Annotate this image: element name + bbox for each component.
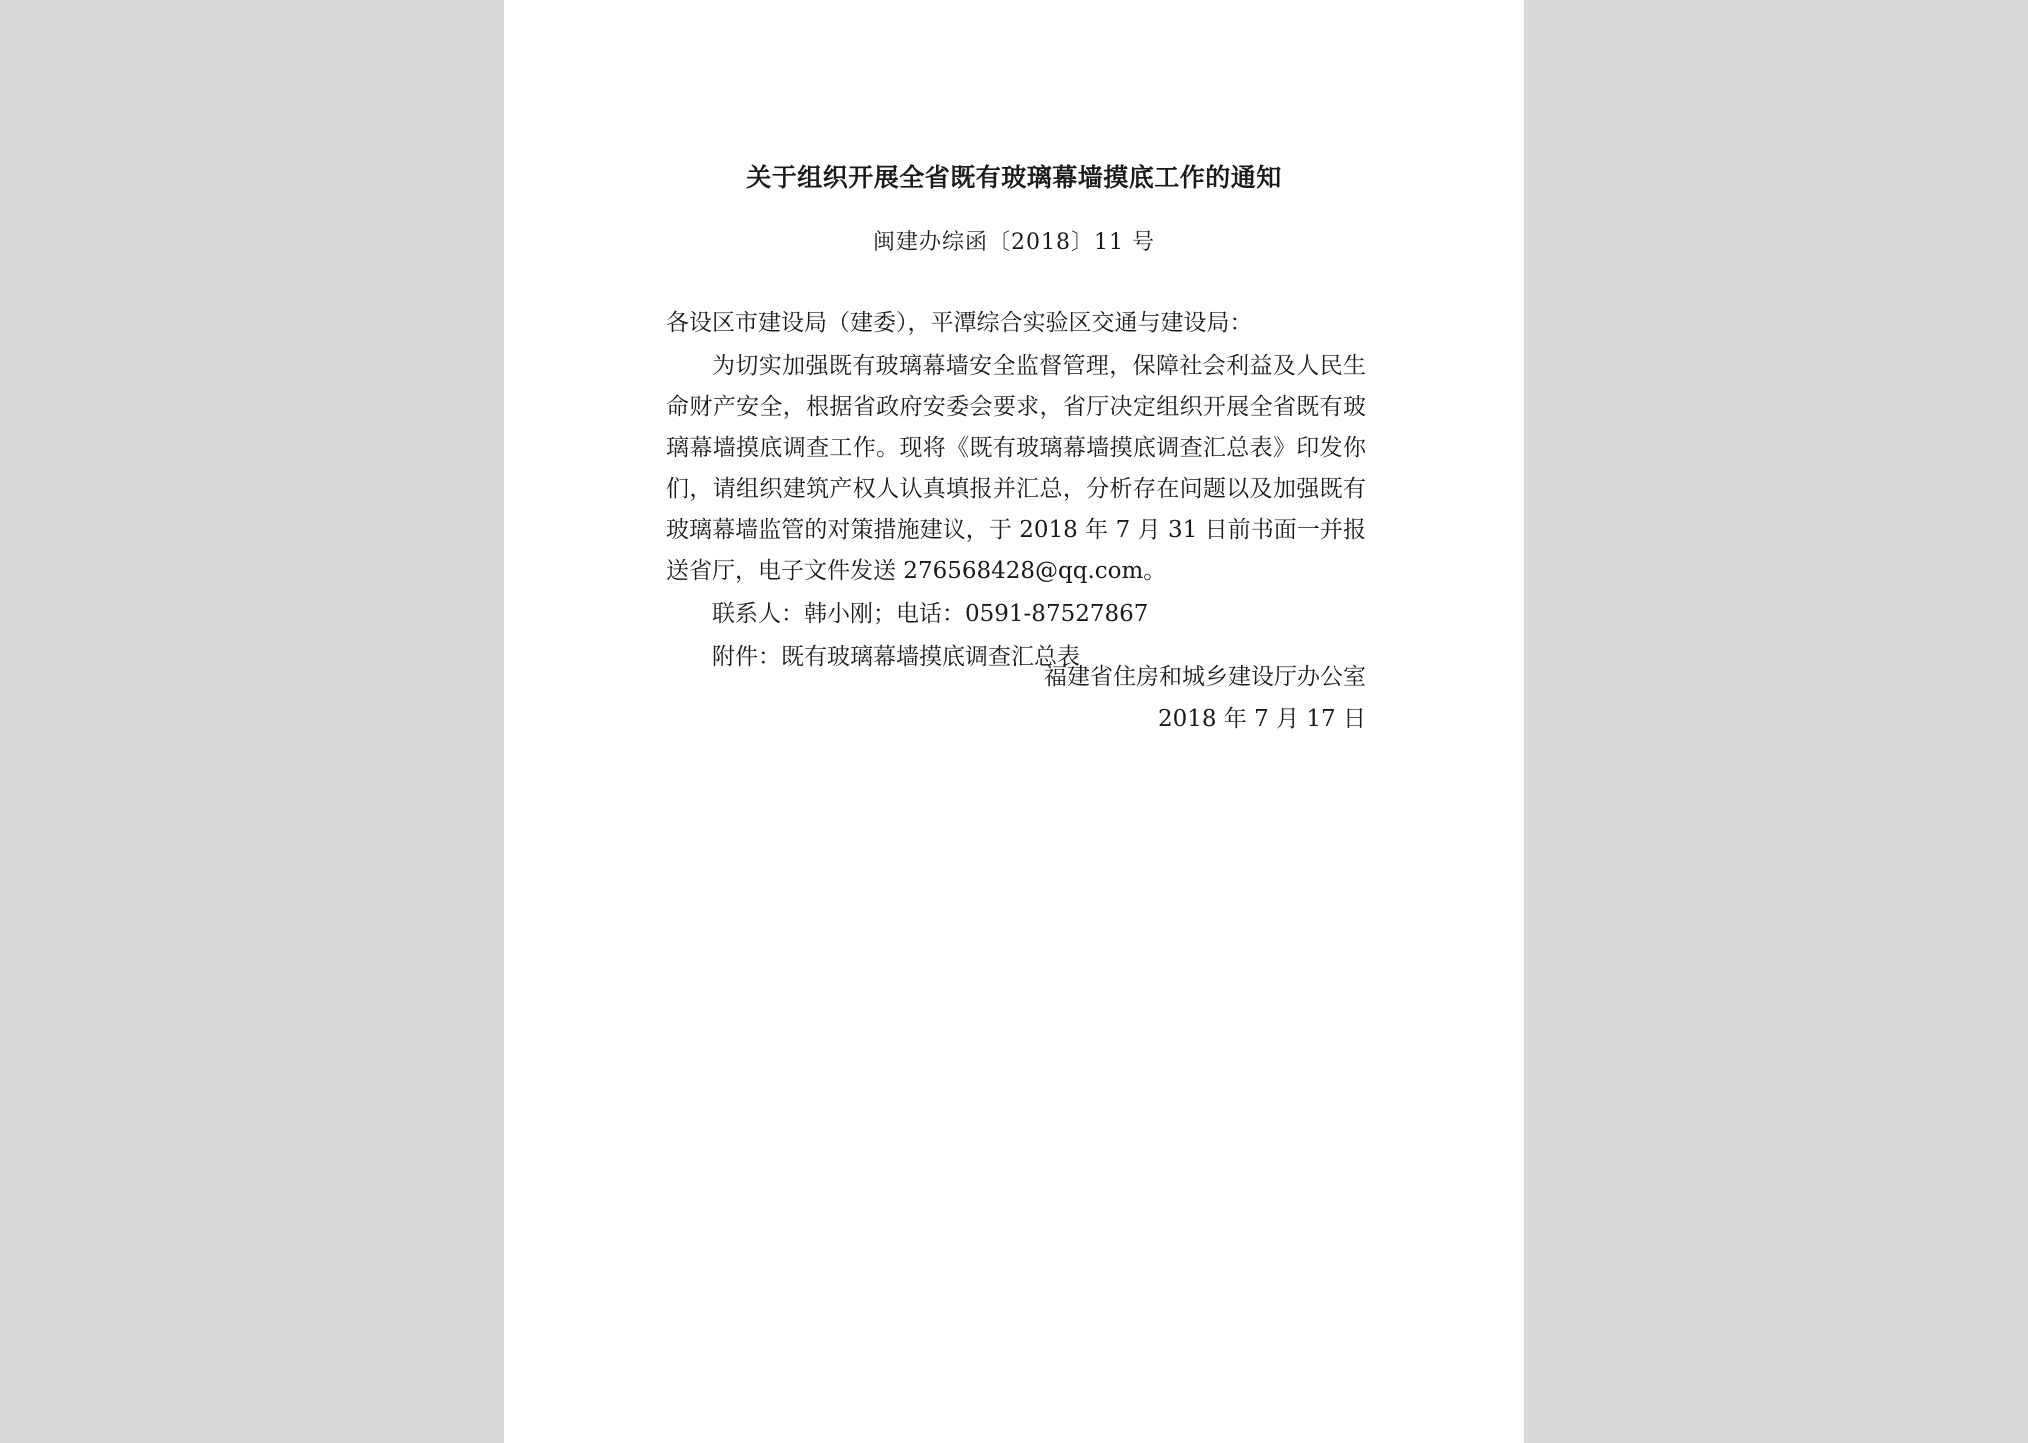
contact-line: 联系人：韩小刚；电话：0591-87527867 (712, 601, 1149, 627)
document-number: 闽建办综函〔2018〕11 号 (873, 230, 1155, 255)
attachment-line: 附件：既有玻璃幕墙摸底调查汇总表 (712, 644, 1080, 670)
signature-organization: 福建省住房和城乡建设厅办公室 (1044, 664, 1366, 690)
main-paragraph: 为切实加强既有玻璃幕墙安全监督管理，保障社会利益及人民生命财产安全，根据省政府安委会要求，省厅决定组织开展全省既有玻璃幕墙摸底调查工作。现将《既有玻璃幕墙摸底调查汇总表》印发你们，请组织建筑产权人认真填报并汇总，分析存在问题以及加强既有玻璃幕墙监管的对策措施建议，于 2018 年 7 月 31 日前书面一并报送省厅，电子文件发送 276568428@qq.com。 (666, 353, 1366, 584)
signature-date: 2018 年 7 月 17 日 (1158, 706, 1366, 732)
signature-block (1044, 656, 1366, 740)
document-page (504, 0, 1524, 1443)
salutation: 各设区市建设局（建委），平潭综合实验区交通与建设局： (666, 310, 1253, 336)
document-title: 关于组织开展全省既有玻璃幕墙摸底工作的通知 (746, 163, 1282, 192)
document-body (666, 303, 1366, 678)
